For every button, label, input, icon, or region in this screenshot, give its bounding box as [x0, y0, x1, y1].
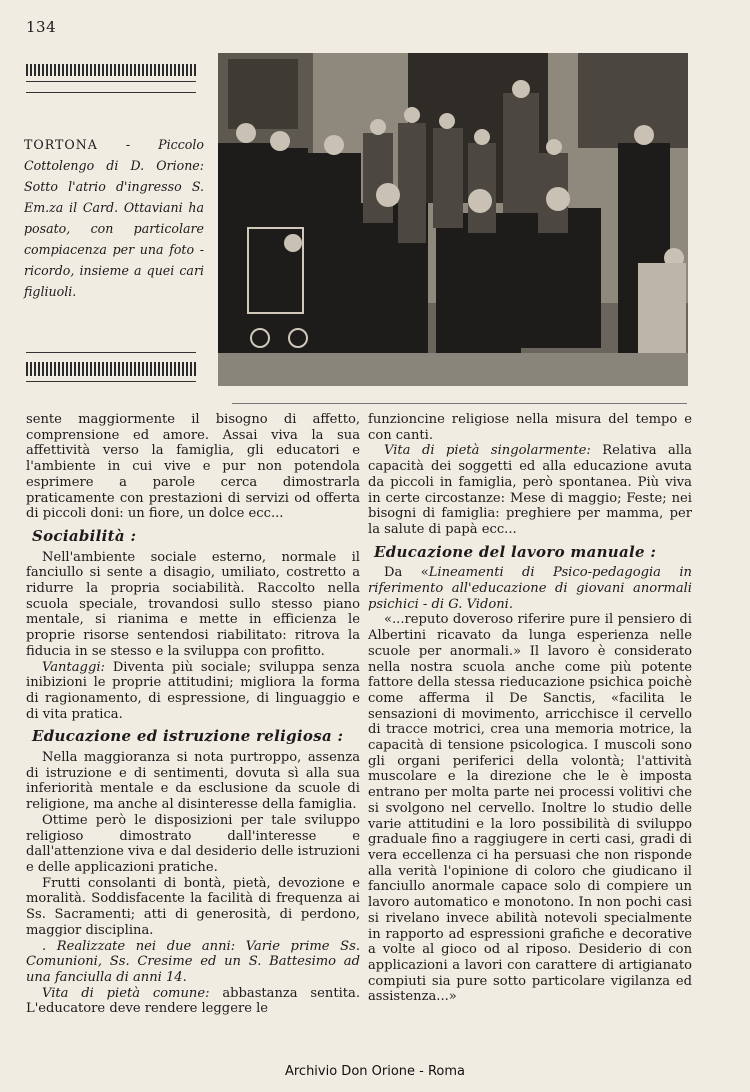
heading-manual-work: Educazione del lavoro manuale : [374, 542, 657, 561]
source-lead: Da « [384, 565, 429, 581]
archive-footer: Archivio Don Orione - Roma [284, 1064, 466, 1079]
advantages-text: Diventa più sociale; sviluppa senza inibizioni le proprie attitudini; migliora la forma di ragionamento, di espressione, di linguaggio e di vita pratica. [26, 659, 360, 722]
decorative-ornament-top [26, 64, 196, 76]
decorative-ornament-bottom [26, 362, 196, 376]
paragraph-individual-piety [368, 443, 692, 537]
paragraph-dispositions: Ottime però le disposizioni per tale sviluppo religioso dimostrato dall'interesse e dall'attenzione viva e dal desiderio delle istruzioni e delle applicazioni pratiche. [26, 812, 360, 875]
paragraph-affection: sente maggiormente il bisogno di affetto, comprensione ed amore. Assai viva la sua affettività verso la famiglia, gli educatori e l'ambiente in cui vive e pur non potendola esprimere a parole cerca dimostrarla praticamente con prestazioni di servizi od offerta di piccoli doni: un fiore, un dolce ecc... [26, 412, 360, 522]
common-piety-text: abbastanza sentita. L'educatore deve rendere leggere le [26, 985, 360, 1017]
group-photo [218, 53, 688, 386]
heading-religious-education: Educazione ed istruzione religiosa : [32, 727, 344, 746]
source-title: Lineamenti di Psico-pedagogia in riferimento all'educazione di giovani anormali psichici - di G. Vidoni. [368, 565, 692, 612]
page-number: 134 [26, 18, 57, 36]
section-divider [232, 403, 687, 404]
paragraph-majority: Nella maggioranza si nota purtroppo, assenza di istruzione e di sentimenti, dovuta sì alla sua inferiorità mentale e da esclusione da scuole di religione, ma anche al disinteresse della famiglia. [26, 750, 360, 813]
individual-piety-text: Relativa alla capacità dei soggetti ed alla educazione avuta da piccoli in famiglia, però spontanea. Più viva in certe circostanze: Mese di maggio; Feste; nei bisogni di famiglia: preghiere per mamma, per la salute di papà ecc... [368, 443, 692, 537]
left-column [26, 412, 360, 1017]
caption-place: TORTONA - [24, 137, 132, 152]
photo-caption [24, 134, 204, 302]
caption-bottom-rule [26, 352, 196, 353]
advantages-label: Vantaggi: [42, 659, 105, 675]
heading-sociability: Sociabilità : [32, 526, 137, 545]
right-column [368, 412, 692, 1005]
caption-top-rule [26, 92, 196, 93]
paragraph-sociability: Nell'ambiente sociale esterno, normale il fanciullo si sente a disagio, umiliato, costretto a ridurre la propria sociabilità. Raccolto nella scuola speciale, trovandosi sullo stesso piano mentale, si rianima e mette in efficienza le proprie risorse sentendosi riabilitato: ritrova la fiducia in se stesso e la sviluppa con profitto. [26, 549, 360, 659]
paragraph-fruits: Frutti consolanti di bontà, pietà, devozione e moralità. Soddisfacente la facilità di frequenza ai Ss. Sacramenti; atti di generosità, di perdono, maggior disciplina. [26, 875, 360, 938]
paragraph-common-piety [26, 986, 360, 1017]
caption-text: Piccolo Cottolengo di D. Orione: Sotto l'atrio d'ingresso S. Em.za il Card. Ottaviani ha posato, con particolare compiacenza per una foto - ricordo, insieme a quei cari figliuoli. [24, 137, 204, 299]
paragraph-achievements: . Realizzate nei due anni: Varie prime Ss. Comunioni, Ss. Cresime ed un S. Battesimo ad una fanciulla di anni 14. [26, 938, 360, 985]
paragraph-functions: funzioncine religiose nella misura del tempo e con canti. [368, 412, 692, 443]
paragraph-source [368, 565, 692, 612]
individual-piety-label: Vita di pietà singolarmente: [384, 443, 591, 459]
paragraph-advantages [26, 660, 360, 723]
common-piety-label: Vita di pietà comune: [42, 985, 210, 1001]
paragraph-quotation: «...reputo doveroso riferire pure il pensiero di Albertini ricavato da lunga esperienza nelle scuole per anormali.» Il lavoro è considerato nella nostra scuola anche come più potente fattore della stessa rieducazione psichica poichè come afferma il De Sanctis, «facilita le sensazioni di movimento, arricchisce il cervello di tracce motrici, crea una memoria motrice, la capacità di tensione psicologica. I muscoli sono gli organi periferici della volontà; l'attività muscolare e la direzione che le è imposta entrano per molta parte nei processi volitivi che si svolgono nel cervello. Inoltre lo studio delle varie attitudini e la loro possibilità di sviluppo graduale fino a raggiugere in certi casi, gradi di vera eccellenza ci ha persuasi che non risponde alla verità l'opinione di coloro che giudicano il fanciullo anormale capace solo di compiere un lavoro automatico e monotono. In non pochi casi si rivelano invece abilità notevoli specialmente in rapporto ad espressioni grafiche e decorative a volte al gioco od al riposo. Desiderio di con applicazioni a lavori con carattere di artigianato compiuti sia pure sotto particolare vigilanza ed assistenza...» [368, 612, 692, 1005]
group-photo-icon [218, 53, 688, 386]
